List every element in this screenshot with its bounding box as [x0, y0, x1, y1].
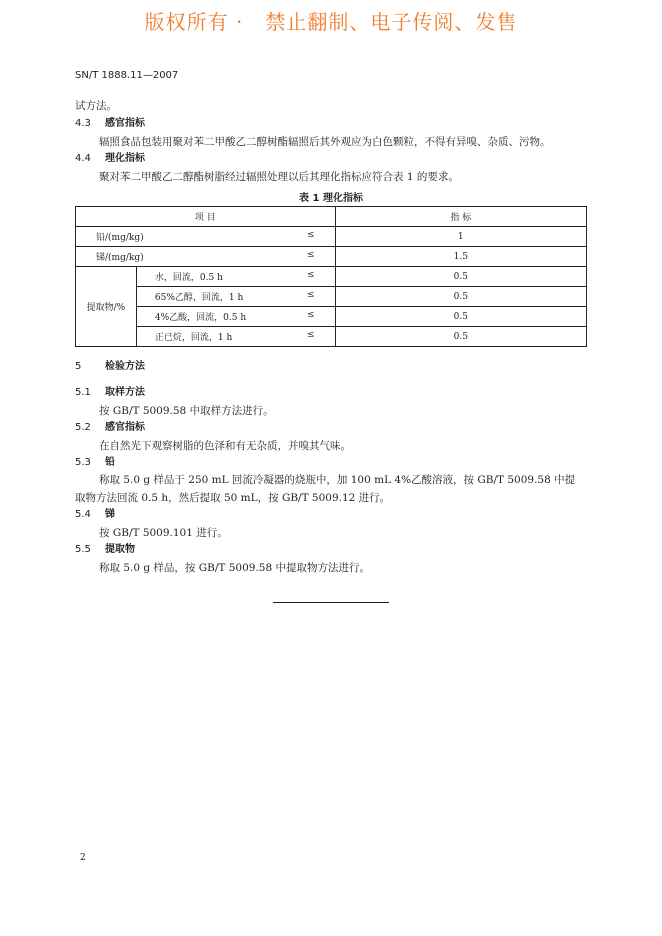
sub-label: 正已烷，回流，1 h	[154, 333, 233, 343]
sub-label: 65%乙醇，回流，1 h	[154, 293, 244, 303]
section-5-3-heading	[75, 456, 115, 470]
section-5-1-heading	[75, 386, 145, 400]
section-4-3-body: 辐照食品包装用聚对苯二甲酸乙二醇树酯辐照后其外观应为白色颗粒，不得有异嗅、杂质、污物。	[99, 136, 551, 148]
section-4-3-heading	[75, 117, 145, 131]
section-5-heading	[75, 360, 145, 374]
row-value: 1.5	[335, 247, 586, 267]
sub-value: 0.5	[335, 327, 586, 347]
section-title: 感官指标	[105, 118, 145, 129]
section-number: 4.3	[75, 118, 91, 129]
section-5-5-body: 称取 5.0 g 样品，按 GB/T 5009.58 中提取物方法进行。	[99, 562, 371, 574]
page-number: 2	[80, 853, 86, 863]
section-5-3-body-line-2: 取物方法回流 0.5 h，然后提取 50 mL，按 GB/T 5009.12 进行。	[75, 492, 391, 504]
section-5-4-body: 按 GB/T 5009.101 进行。	[99, 527, 228, 539]
spec-table	[75, 206, 587, 347]
sub-label-cell	[136, 287, 335, 307]
operator: ≤	[307, 270, 315, 280]
sub-label-cell	[136, 327, 335, 347]
section-5-2-body: 在自然光下观察树脂的色泽和有无杂质，并嗅其气味。	[99, 440, 351, 452]
sub-label-cell	[136, 307, 335, 327]
section-title: 锑	[105, 509, 115, 520]
table-header-row	[76, 207, 587, 227]
section-number: 4.4	[75, 153, 91, 164]
operator: ≤	[307, 310, 315, 320]
section-title: 铅	[105, 457, 115, 468]
row-value: 1	[335, 227, 586, 247]
table-row	[76, 227, 587, 247]
operator: ≤	[307, 250, 315, 260]
section-4-4-body: 聚对苯二甲酸乙二醇酯树脂经过辐照处理以后其理化指标应符合表 1 的要求。	[99, 171, 459, 183]
section-title: 取样方法	[105, 387, 145, 398]
section-number: 5.3	[75, 457, 91, 468]
section-number: 5.1	[75, 387, 91, 398]
row-label: 铅/(mg/kg)	[96, 233, 144, 243]
section-number: 5.2	[75, 422, 91, 433]
section-title: 提取物	[105, 544, 135, 555]
intro-tail: 试方法。	[75, 100, 117, 112]
section-number: 5.5	[75, 544, 91, 555]
section-5-3-body-line-1: 称取 5.0 g 样品于 250 mL 回流冷凝器的烧瓶中，加 100 mL 4%乙酸溶液，按 GB/T 5009.58 中提	[99, 474, 576, 486]
section-5-4-heading	[75, 508, 115, 522]
copyright-watermark: 版权所有 · 禁止翻制、电子传阅、发售	[144, 10, 518, 34]
table-title: 表 1 理化指标	[299, 193, 363, 204]
header-item: 项 目	[76, 207, 336, 227]
sub-value: 0.5	[335, 307, 586, 327]
header-index: 指 标	[335, 207, 586, 227]
sub-label: 水，回流，0.5 h	[154, 273, 223, 283]
operator: ≤	[307, 330, 315, 340]
section-5-5-heading	[75, 543, 135, 557]
row-label: 锑/(mg/kg)	[96, 253, 144, 263]
end-rule	[273, 602, 389, 603]
sub-label: 4%乙酸，回流，0.5 h	[154, 313, 247, 323]
sub-value: 0.5	[335, 287, 586, 307]
section-title: 感官指标	[105, 422, 145, 433]
section-number: 5.4	[75, 509, 91, 520]
row-label-cell	[76, 227, 336, 247]
sub-label-cell	[136, 267, 335, 287]
group-label: 提取物/%	[76, 267, 137, 347]
table-row	[76, 267, 587, 287]
sub-value: 0.5	[335, 267, 586, 287]
table-row	[76, 307, 587, 327]
section-4-4-heading	[75, 152, 145, 166]
operator: ≤	[307, 290, 315, 300]
table-row	[76, 247, 587, 267]
table-row	[76, 287, 587, 307]
section-5-2-heading	[75, 421, 145, 435]
section-title: 理化指标	[105, 153, 145, 164]
operator: ≤	[307, 230, 315, 240]
section-title: 检验方法	[105, 361, 145, 372]
section-5-1-body: 按 GB/T 5009.58 中取样方法进行。	[99, 405, 274, 417]
standard-code: SN/T 1888.11—2007	[75, 70, 179, 81]
row-label-cell	[76, 247, 336, 267]
section-number: 5	[75, 361, 82, 372]
table-row	[76, 327, 587, 347]
